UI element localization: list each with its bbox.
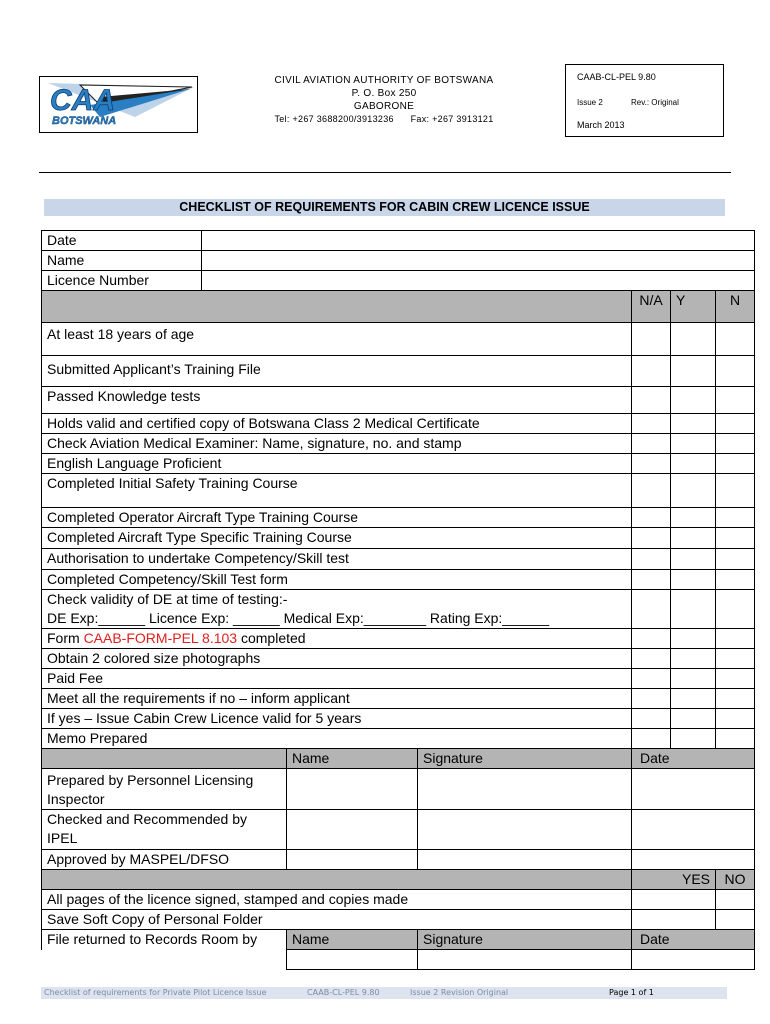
na-cell[interactable] <box>632 590 671 629</box>
signoff-role: Approved by MASPEL/DFSO <box>42 850 287 870</box>
requirement-text: Completed Operator Aircraft Type Training Course <box>42 508 632 528</box>
requirement-text: At least 18 years of age <box>42 323 632 356</box>
revision: Rev.: Original <box>631 98 679 107</box>
signoff-col-date: Date <box>632 749 755 769</box>
requirement-text: Completed Competency/Skill Test form <box>42 570 632 590</box>
n-cell[interactable] <box>716 689 755 709</box>
caa-logo-graphic <box>40 77 197 132</box>
requirement-text: Obtain 2 colored size photographs <box>42 649 632 669</box>
doc-date: March 2013 <box>577 120 625 130</box>
page-footer <box>41 987 727 999</box>
requirement-row <box>42 729 755 749</box>
records-entry-row <box>42 950 755 970</box>
logo-text: CAA <box>50 84 115 117</box>
n-cell[interactable] <box>716 508 755 528</box>
y-cell[interactable] <box>671 414 716 434</box>
signoff-signature-cell[interactable] <box>418 769 632 810</box>
records-label: File returned to Records Room by <box>42 930 287 950</box>
requirement-row <box>42 629 755 649</box>
requirement-text: Check Aviation Medical Examiner: Name, signature, no. and stamp <box>42 434 632 454</box>
org-name: CIVIL AVIATION AUTHORITY OF BOTSWANA <box>274 75 494 86</box>
na-cell[interactable] <box>632 508 671 528</box>
form-code: CAAB-FORM-PEL 8.103 <box>83 630 238 646</box>
signoff-col-name: Name <box>287 749 418 769</box>
col-yes: YES <box>632 870 716 890</box>
y-cell[interactable] <box>671 590 716 629</box>
requirement-text: Meet all the requirements if no – inform applicant <box>42 689 632 709</box>
requirement-text: Paid Fee <box>42 669 632 689</box>
requirement-text: Completed Aircraft Type Specific Training Course <box>42 528 632 549</box>
requirement-text: If yes – Issue Cabin Crew Licence valid for 5 years <box>42 709 632 729</box>
form-requirement-text: Form CAAB-FORM-PEL 8.103 completed <box>42 629 632 649</box>
records-col-name: Name <box>287 930 418 950</box>
signoff-date-cell[interactable] <box>632 769 755 810</box>
n-cell[interactable] <box>716 669 755 689</box>
col-no: NO <box>716 870 755 890</box>
na-cell[interactable] <box>632 709 671 729</box>
requirement-row <box>42 549 755 570</box>
final-item-text: Save Soft Copy of Personal Folder <box>42 910 632 930</box>
final-item-row <box>42 890 755 910</box>
requirement-row <box>42 508 755 528</box>
footer-doc-title: Checklist of requirements for Private Pilot Licence Issue <box>44 988 267 997</box>
requirement-text: English Language Proficient <box>42 454 632 474</box>
na-cell[interactable] <box>632 729 671 749</box>
requirement-row <box>42 387 755 414</box>
footer-ref: CAAB-CL-PEL 9.80 <box>307 988 380 997</box>
org-address <box>215 74 553 126</box>
de-check-line2: DE Exp:______ Licence Exp: ______ Medical Exp:________ Rating Exp:______ <box>47 610 550 626</box>
n-cell[interactable] <box>716 709 755 729</box>
n-cell[interactable] <box>716 356 755 387</box>
header-divider <box>39 172 731 173</box>
na-cell[interactable] <box>632 323 671 356</box>
signoff-name-cell[interactable] <box>287 810 418 850</box>
logo-subtext: BOTSWANA <box>52 115 117 127</box>
info-row <box>42 231 755 251</box>
requirement-row <box>42 434 755 454</box>
y-cell[interactable] <box>671 629 716 649</box>
city: GABORONE <box>353 101 415 112</box>
info-row <box>42 251 755 271</box>
yes-cell[interactable] <box>632 890 716 910</box>
na-cell[interactable] <box>632 387 671 414</box>
signoff-row <box>42 810 755 850</box>
requirements-table <box>41 230 755 970</box>
na-cell[interactable] <box>632 689 671 709</box>
final-item-row <box>42 910 755 930</box>
na-cell[interactable] <box>632 434 671 454</box>
footer-page: Page 1 of 1 <box>609 988 654 997</box>
requirement-text: Memo Prepared <box>42 729 632 749</box>
n-cell[interactable] <box>716 649 755 669</box>
n-cell[interactable] <box>716 323 755 356</box>
final-item-text: All pages of the licence signed, stamped and copies made <box>42 890 632 910</box>
yes-cell[interactable] <box>632 910 716 930</box>
requirement-row <box>42 709 755 729</box>
n-cell[interactable] <box>716 729 755 749</box>
requirement-row <box>42 474 755 508</box>
y-cell[interactable] <box>671 570 716 590</box>
n-cell[interactable] <box>716 454 755 474</box>
y-cell[interactable] <box>671 356 716 387</box>
no-cell[interactable] <box>716 890 755 910</box>
na-cell[interactable] <box>632 629 671 649</box>
no-cell[interactable] <box>716 910 755 930</box>
footer-issue: Issue 2 Revision Original <box>410 988 509 997</box>
tel: Tel: +267 3688200/3913236 <box>274 114 394 124</box>
na-cell[interactable] <box>632 356 671 387</box>
requirement-row <box>42 649 755 669</box>
document-title: CHECKLIST OF REQUIREMENTS FOR CABIN CREW LICENCE ISSUE <box>44 199 725 216</box>
info-row <box>42 271 755 291</box>
y-cell[interactable] <box>671 649 716 669</box>
requirement-row <box>42 454 755 474</box>
signoff-signature-cell[interactable] <box>418 850 632 870</box>
signoff-role: Checked and Recommended by IPEL <box>42 810 287 850</box>
na-cell[interactable] <box>632 454 671 474</box>
info-label: Licence Number <box>42 271 202 291</box>
na-cell[interactable] <box>632 669 671 689</box>
records-signature-cell[interactable] <box>418 950 632 970</box>
records-name-cell[interactable] <box>287 950 418 970</box>
na-cell[interactable] <box>632 414 671 434</box>
signoff-row <box>42 769 755 810</box>
de-validity-text <box>42 590 632 629</box>
y-cell[interactable] <box>671 434 716 454</box>
col-n: N <box>716 291 755 323</box>
n-cell[interactable] <box>716 590 755 629</box>
requirement-text: Completed Initial Safety Training Course <box>42 474 632 508</box>
na-cell[interactable] <box>632 549 671 570</box>
doc-ref: CAAB-CL-PEL 9.80 <box>577 72 656 82</box>
signoff-col-signature: Signature <box>418 749 632 769</box>
n-cell[interactable] <box>716 528 755 549</box>
na-cell[interactable] <box>632 474 671 508</box>
signoff-date-cell[interactable] <box>632 850 755 870</box>
n-cell[interactable] <box>716 570 755 590</box>
column-header-row <box>42 291 755 323</box>
na-cell[interactable] <box>632 649 671 669</box>
y-cell[interactable] <box>671 689 716 709</box>
n-cell[interactable] <box>716 549 755 570</box>
y-cell[interactable] <box>671 709 716 729</box>
requirement-row <box>42 323 755 356</box>
requirement-row <box>42 414 755 434</box>
requirement-text: Holds valid and certified copy of Botswana Class 2 Medical Certificate <box>42 414 632 434</box>
requirement-text: Passed Knowledge tests <box>42 387 632 414</box>
na-cell[interactable] <box>632 570 671 590</box>
n-cell[interactable] <box>716 434 755 454</box>
y-cell[interactable] <box>671 729 716 749</box>
signoff-header-row <box>42 749 755 769</box>
date-field[interactable] <box>202 231 755 251</box>
signoff-signature-cell[interactable] <box>418 810 632 850</box>
signoff-date-cell[interactable] <box>632 810 755 850</box>
requirement-row <box>42 528 755 549</box>
signoff-role: Prepared by Personnel Licensing Inspector <box>42 769 287 810</box>
info-label: Name <box>42 251 202 271</box>
y-cell[interactable] <box>671 528 716 549</box>
col-y: Y <box>671 291 716 323</box>
requirement-row <box>42 669 755 689</box>
y-cell[interactable] <box>671 323 716 356</box>
y-cell[interactable] <box>671 669 716 689</box>
records-col-date: Date <box>632 930 755 950</box>
issue: Issue 2 <box>577 98 603 107</box>
requirement-row <box>42 570 755 590</box>
fax: Fax: +267 3913121 <box>410 114 494 124</box>
y-cell[interactable] <box>671 454 716 474</box>
requirement-text: Authorisation to undertake Competency/Skill test <box>42 549 632 570</box>
y-cell[interactable] <box>671 387 716 414</box>
info-label: Date <box>42 231 202 251</box>
signoff-name-cell[interactable] <box>287 769 418 810</box>
signoff-name-cell[interactable] <box>287 850 418 870</box>
n-cell[interactable] <box>716 474 755 508</box>
caa-logo <box>39 76 198 133</box>
records-col-signature: Signature <box>418 930 632 950</box>
requirement-row <box>42 689 755 709</box>
signoff-row <box>42 850 755 870</box>
contact-line <box>215 113 553 126</box>
name-field[interactable] <box>202 251 755 271</box>
col-na: N/A <box>632 291 671 323</box>
y-cell[interactable] <box>671 474 716 508</box>
de-validity-row <box>42 590 755 629</box>
records-date-cell[interactable] <box>632 950 755 970</box>
licence-number-field[interactable] <box>202 271 755 291</box>
y-cell[interactable] <box>671 508 716 528</box>
po-box: P. O. Box 250 <box>351 88 417 99</box>
n-cell[interactable] <box>716 629 755 649</box>
n-cell[interactable] <box>716 414 755 434</box>
document-reference-box <box>565 64 724 137</box>
de-check-line1: Check validity of DE at time of testing:- <box>47 591 288 607</box>
na-cell[interactable] <box>632 528 671 549</box>
y-cell[interactable] <box>671 549 716 570</box>
requirement-row <box>42 356 755 387</box>
n-cell[interactable] <box>716 387 755 414</box>
records-row <box>42 930 755 950</box>
yes-no-header-row <box>42 870 755 890</box>
requirement-text: Submitted Applicant’s Training File <box>42 356 632 387</box>
